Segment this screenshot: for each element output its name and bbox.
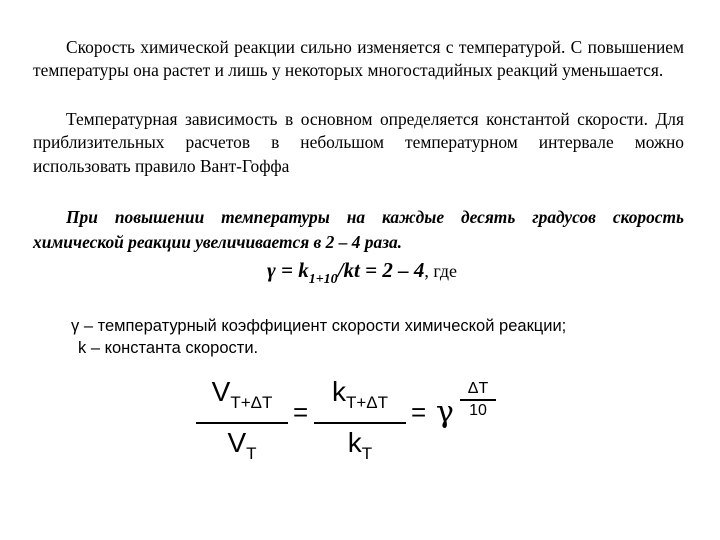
- temperature-coefficient-equation: [196, 376, 516, 466]
- intro-paragraph: Скорость химической реакции сильно изменяется с температурой. С повышением температуры она растет и лишь у некоторых многостадийных реакций уменьшается.: [33, 37, 684, 81]
- rate-ratio-fraction: [196, 376, 288, 470]
- constant-numerator: [314, 376, 406, 419]
- formula-rhs: /kt = 2 – 4: [337, 258, 425, 282]
- rate-symbol: V: [211, 376, 231, 407]
- vant-hoff-rule: При повышении температуры на каждые десять градусов скорость химической реакции увеличивается в 2 – 4 раза.: [33, 207, 684, 252]
- definition-gamma: γ – температурный коэффициент скорости химической реакции;: [71, 317, 567, 335]
- formula-subscript: 1+10: [308, 272, 338, 287]
- fraction-bar: [314, 422, 406, 424]
- fraction-bar: [460, 399, 496, 401]
- fraction-bar: [196, 422, 288, 424]
- definition-k: k – константа скорости.: [78, 339, 259, 357]
- constant-symbol: k: [331, 376, 346, 407]
- constant-ratio-fraction: [314, 376, 406, 470]
- equals-sign: =: [293, 397, 309, 427]
- constant-symbol: k: [347, 427, 362, 458]
- rate-symbol: V: [227, 427, 247, 458]
- rate-denominator-subscript: T: [246, 444, 257, 463]
- vant-hoff-paragraph: Температурная зависимость в основном определяется константой скорости. Для приблизительных расчетов в небольшом температурном интервале можно использовать правило Вант-Гоффа: [33, 109, 684, 176]
- rate-numerator: [196, 376, 288, 419]
- exponent-fraction: [460, 380, 496, 420]
- rate-denominator: [196, 427, 288, 470]
- gamma-symbol: γ: [436, 395, 454, 430]
- exponent-denominator: 10: [469, 401, 487, 419]
- constant-denominator: [314, 427, 406, 470]
- constant-denominator-subscript: T: [361, 444, 373, 463]
- exponent-numerator: ΔT: [467, 380, 489, 397]
- rate-numerator-subscript: T+ΔT: [230, 393, 273, 412]
- formula-lhs: γ = k: [267, 258, 309, 282]
- formula-where: , где: [424, 261, 457, 281]
- equals-sign: =: [411, 397, 427, 427]
- vant-hoff-formula: [267, 256, 457, 294]
- constant-numerator-subscript: T+ΔT: [345, 393, 389, 412]
